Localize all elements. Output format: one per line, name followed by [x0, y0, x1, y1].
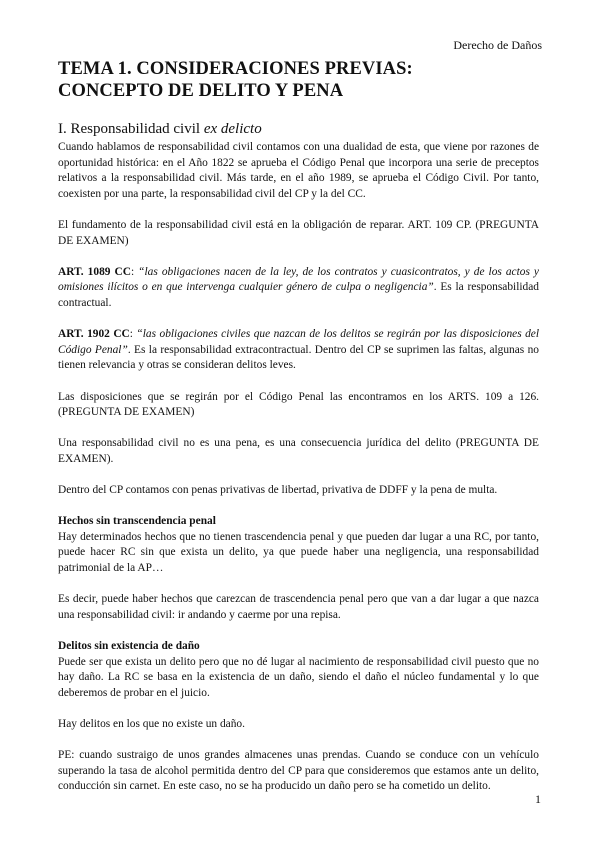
article-tail: . Es la responsabilidad contractual. — [58, 281, 539, 309]
body-content — [58, 120, 539, 811]
section-heading-italic: ex delicto — [203, 121, 262, 137]
paragraph-8: Hay determinados hechos que no tienen trascendencia penal y que pueden dar lugar a una RC, por tanto, puede hacer RC sin que exista un delito, ya que puede haber una negligencia, una responsabilidad patrimonial de la AP… — [58, 530, 539, 575]
page-number: 1 — [535, 792, 541, 806]
paragraph-art-1089 — [58, 265, 539, 312]
article-ref: ART. 1089 CC — [58, 265, 131, 278]
paragraph-11: Hay delitos en los que no existe un daño. — [58, 717, 245, 730]
subheading-delitos: Delitos sin existencia de daño — [58, 640, 200, 652]
paragraph-6: Una responsabilidad civil no es una pena, es una consecuencia jurídica del delito (PREGUNTA DE EXAMEN). — [58, 437, 539, 465]
running-header: Derecho de Daños — [453, 38, 542, 52]
title-line-1: TEMA 1. CONSIDERACIONES PREVIAS: — [58, 59, 413, 79]
paragraph-5: Las disposiciones que se regirán por el Código Penal las encontramos en los ARTS. 109 a 126. (PREGUNTA DE EXAMEN) — [58, 390, 539, 419]
paragraph-10: Puede ser que exista un delito pero que no dé lugar al nacimiento de responsabilidad civil puesto que no hay daño. La RC se basa en la existencia de un daño, siendo el daño el núcleo fundamental y lo que deberemos de probar en el juicio. — [58, 655, 539, 699]
section-heading-prefix: I. Responsabilidad civil — [58, 121, 204, 137]
paragraph-9: Es decir, puede haber hechos que carezcan de trascendencia penal pero que van a dar lugar a que nazca una responsabilidad civil: ir andando y caerme por una repisa. — [58, 593, 539, 621]
paragraph-12: PE: cuando sustraigo de unos grandes almacenes unas prendas. Cuando se conduce con un vehículo superando la tasa de alcohol permitida dentro del CP para que consideremos que estamos ante un delito, conducción sin carnet. En este caso, no se ha producido un daño pero se ha cometido un delito. — [58, 749, 539, 793]
article-tail: . Es la responsabilidad extracontractual. Dentro del CP se suprimen las faltas, algunas no tienen relevancia y otras se consideran delitos leves. — [58, 343, 539, 372]
article-ref: ART. 1902 CC — [58, 328, 130, 341]
subheading-hechos: Hechos sin transcendencia penal — [58, 515, 216, 528]
paragraph-7: Dentro del CP contamos con penas privativas de libertad, privativa de DDFF y la pena de multa. — [58, 484, 498, 497]
separator: : — [130, 265, 139, 278]
paragraph-art-1902 — [58, 327, 539, 374]
article-quote: “las obligaciones civiles que nazcan de los delitos se regirán por las disposiciones del Código Penal” — [58, 328, 540, 356]
section-heading — [58, 120, 539, 138]
paragraph-1: Cuando hablamos de responsabilidad civil contamos con una dualidad de esta, que viene por razones de oportunidad histórica: en el Año 1822 se aprueba el Código Penal que incorpora una serie de preceptos relativos a la responsabilidad civil. Más tarde, en el año 1989, se aprueba el Código Civil. Por tanto, coexisten por una parte, la responsabilidad civil del CP y la del CC. — [58, 141, 539, 200]
separator: : — [129, 328, 137, 341]
article-quote: “las obligaciones nacen de la ley, de los contratos y cuasicontratos, y de los actos y omisiones ilícitos o en que intervenga cualquier género de culpa o negligencia” — [58, 265, 539, 294]
document-title — [58, 58, 539, 102]
paragraph-2: El fundamento de la responsabilidad civil está en la obligación de reparar. ART. 109 CP. (PREGUNTA DE EXAMEN) — [58, 218, 539, 247]
title-line-2: CONCEPTO DE DELITO Y PENA — [58, 81, 344, 101]
